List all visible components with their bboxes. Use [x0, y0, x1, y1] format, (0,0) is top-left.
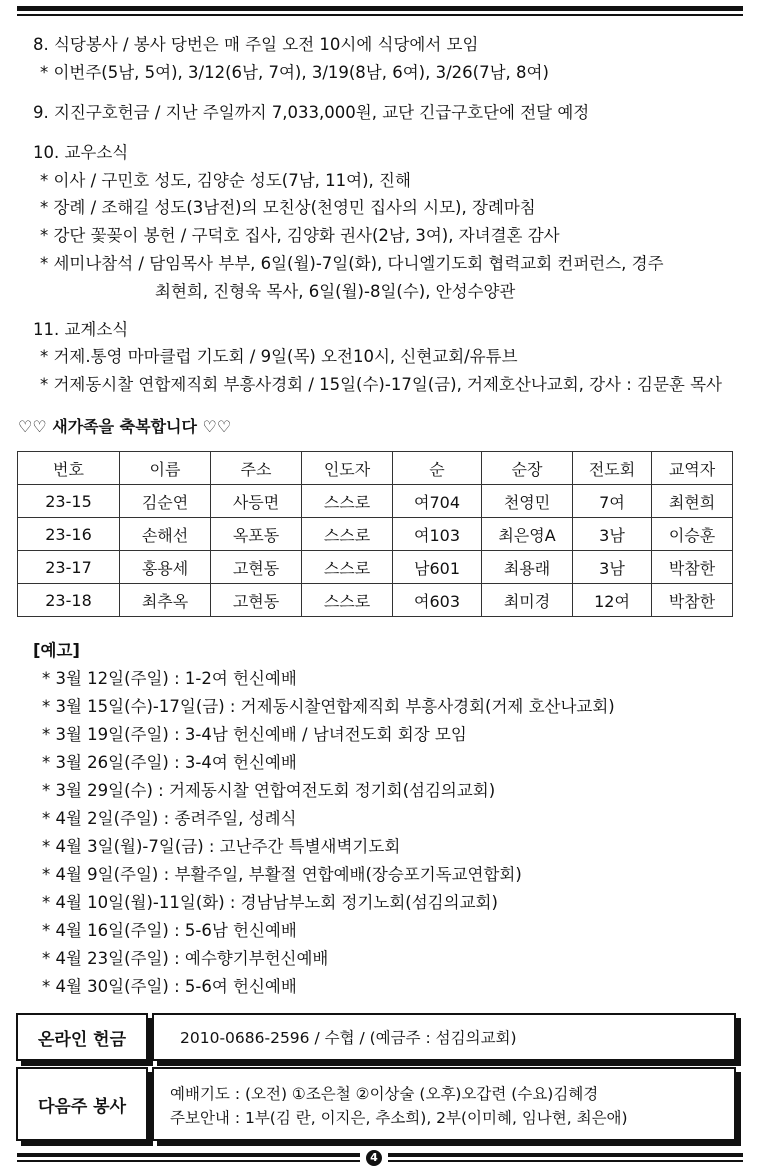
table-cell: 최용래	[482, 551, 573, 584]
nextweek-usher: 주보안내 : 1부(김 란, 이지은, 추소희), 2부(이미혜, 임나현, 최은애)	[170, 1109, 628, 1127]
col-header: 교역자	[652, 452, 733, 485]
item-11-prayer: * 거제.통영 마마클럽 기도회 / 9일(목) 오전10시, 신현교회/유튜브	[40, 347, 518, 366]
notice-item: * 4월 2일(주일) : 종려주일, 성례식	[42, 809, 297, 828]
table-cell: 여704	[393, 485, 482, 518]
table-cell: 이승훈	[652, 518, 733, 551]
table-cell: 김순연	[120, 485, 211, 518]
item-10-seminar-cont: 최현희, 진형욱 목사, 6일(월)-8일(수), 안성수양관	[155, 282, 516, 301]
page-number: 4	[366, 1150, 382, 1166]
notice-item: * 4월 30일(주일) : 5-6여 헌신예배	[42, 977, 297, 996]
item-10-flowers: * 강단 꽃꽂이 봉헌 / 구덕호 집사, 김양화 권사(2남, 3여), 자녀결혼 감사	[40, 226, 560, 245]
table-cell: 박참한	[652, 551, 733, 584]
notice-item: * 4월 9일(주일) : 부활주일, 부활절 연합예배(장승포기독교연합회)	[42, 865, 522, 884]
notice-title: [예고]	[33, 641, 80, 660]
top-rule-thick	[17, 6, 743, 11]
table-cell: 23-18	[18, 584, 120, 617]
item-10-seminar: * 세미나참석 / 담임목사 부부, 6일(월)-7일(화), 다니엘기도회 협력교회 컨퍼런스, 경주	[40, 254, 664, 273]
item-8-schedule: * 이번주(5남, 5여), 3/12(6남, 7여), 3/19(8남, 6여), 3/26(7남, 8여)	[40, 63, 549, 82]
table-cell: 23-17	[18, 551, 120, 584]
newfamily-title: ♡♡ 새가족을 축복합니다 ♡♡	[18, 417, 232, 436]
online-title-box	[16, 1013, 148, 1061]
notice-item: * 4월 23일(주일) : 예수향기부헌신예배	[42, 949, 329, 968]
table-cell: 옥포동	[211, 518, 302, 551]
online-title: 온라인 헌금	[37, 1029, 127, 1050]
nextweek-title-box	[16, 1067, 148, 1141]
table-cell: 12여	[573, 584, 652, 617]
nextweek-title: 다음주 봉사	[37, 1096, 127, 1117]
table-cell: 고현동	[211, 551, 302, 584]
table-cell: 박참한	[652, 584, 733, 617]
table-cell: 23-15	[18, 485, 120, 518]
table-cell: 스스로	[302, 551, 393, 584]
table-row	[18, 485, 733, 518]
bottom-rule-right-thin	[388, 1160, 743, 1162]
newfamily-table	[17, 451, 733, 617]
notice-item: * 3월 15일(수)-17일(금) : 거제동시찰연합제직회 부흥사경회(거제 호산나교회)	[42, 697, 615, 716]
table-cell: 손해선	[120, 518, 211, 551]
notice-item: * 4월 16일(주일) : 5-6남 헌신예배	[42, 921, 297, 940]
table-cell: 최미경	[482, 584, 573, 617]
table-cell: 스스로	[302, 485, 393, 518]
item-11-heading: 11. 교계소식	[33, 320, 129, 339]
table-cell: 스스로	[302, 518, 393, 551]
table-row	[18, 518, 733, 551]
top-rule-thin	[17, 14, 743, 16]
col-header: 순장	[482, 452, 573, 485]
table-cell: 스스로	[302, 584, 393, 617]
item-9-relief-offering: 9. 지진구호헌금 / 지난 주일까지 7,033,000원, 교단 긴급구호단에 전달 예정	[33, 103, 590, 122]
item-8-cafeteria: 8. 식당봉사 / 봉사 당번은 매 주일 오전 10시에 식당에서 모임	[33, 35, 479, 54]
table-cell: 고현동	[211, 584, 302, 617]
table-row	[18, 584, 733, 617]
bottom-rule-left-thin	[17, 1160, 360, 1162]
table-cell: 최현희	[652, 485, 733, 518]
notice-item: * 3월 26일(주일) : 3-4여 헌신예배	[42, 753, 297, 772]
table-cell: 최추옥	[120, 584, 211, 617]
table-header-row	[18, 452, 733, 485]
bottom-rule	[17, 1150, 743, 1166]
table-cell: 남601	[393, 551, 482, 584]
notice-item: * 3월 29일(수) : 거제동시찰 연합여전도회 정기회(섬김의교회)	[42, 781, 496, 800]
table-cell: 천영민	[482, 485, 573, 518]
table-cell: 홍용세	[120, 551, 211, 584]
nextweek-prayer: 예배기도 : (오전) ①조은철 ②이상술 (오후)오갑련 (수요)김혜경	[170, 1085, 599, 1103]
col-header: 전도회	[573, 452, 652, 485]
top-rule	[17, 6, 743, 18]
col-header: 번호	[18, 452, 120, 485]
table-cell: 23-16	[18, 518, 120, 551]
col-header: 인도자	[302, 452, 393, 485]
table-row	[18, 551, 733, 584]
table-cell: 여103	[393, 518, 482, 551]
item-10-funeral: * 장례 / 조해길 성도(3남전)의 모친상(천영민 집사의 시모), 장례마침	[40, 198, 536, 217]
col-header: 순	[393, 452, 482, 485]
notice-item: * 4월 10일(월)-11일(화) : 경남남부노회 정기노회(섬김의교회)	[42, 893, 498, 912]
bottom-rule-left	[17, 1153, 360, 1157]
nextweek-body-box	[152, 1067, 736, 1141]
col-header: 주소	[211, 452, 302, 485]
notice-item: * 4월 3일(월)-7일(금) : 고난주간 특별새벽기도회	[42, 837, 401, 856]
table-cell: 사등면	[211, 485, 302, 518]
table-cell: 여603	[393, 584, 482, 617]
col-header: 이름	[120, 452, 211, 485]
table-cell: 3남	[573, 518, 652, 551]
notice-item: * 3월 19일(주일) : 3-4남 헌신예배 / 남녀전도회 회장 모임	[42, 725, 467, 744]
online-body-box	[152, 1013, 736, 1061]
item-10-heading: 10. 교우소식	[33, 143, 129, 162]
item-11-revival: * 거제동시찰 연합제직회 부흥사경회 / 15일(수)-17일(금), 거제호산나교회, 강사 : 김문훈 목사	[40, 375, 722, 394]
table-cell: 7여	[573, 485, 652, 518]
bottom-rule-right	[388, 1153, 743, 1157]
table-cell: 3남	[573, 551, 652, 584]
item-10-moving: * 이사 / 구민호 성도, 김양순 성도(7남, 11여), 진해	[40, 171, 411, 190]
notice-item: * 3월 12일(주일) : 1-2여 헌신예배	[42, 669, 297, 688]
online-account: 2010-0686-2596 / 수협 / (예금주 : 섬김의교회)	[180, 1029, 517, 1047]
table-cell: 최은영A	[482, 518, 573, 551]
